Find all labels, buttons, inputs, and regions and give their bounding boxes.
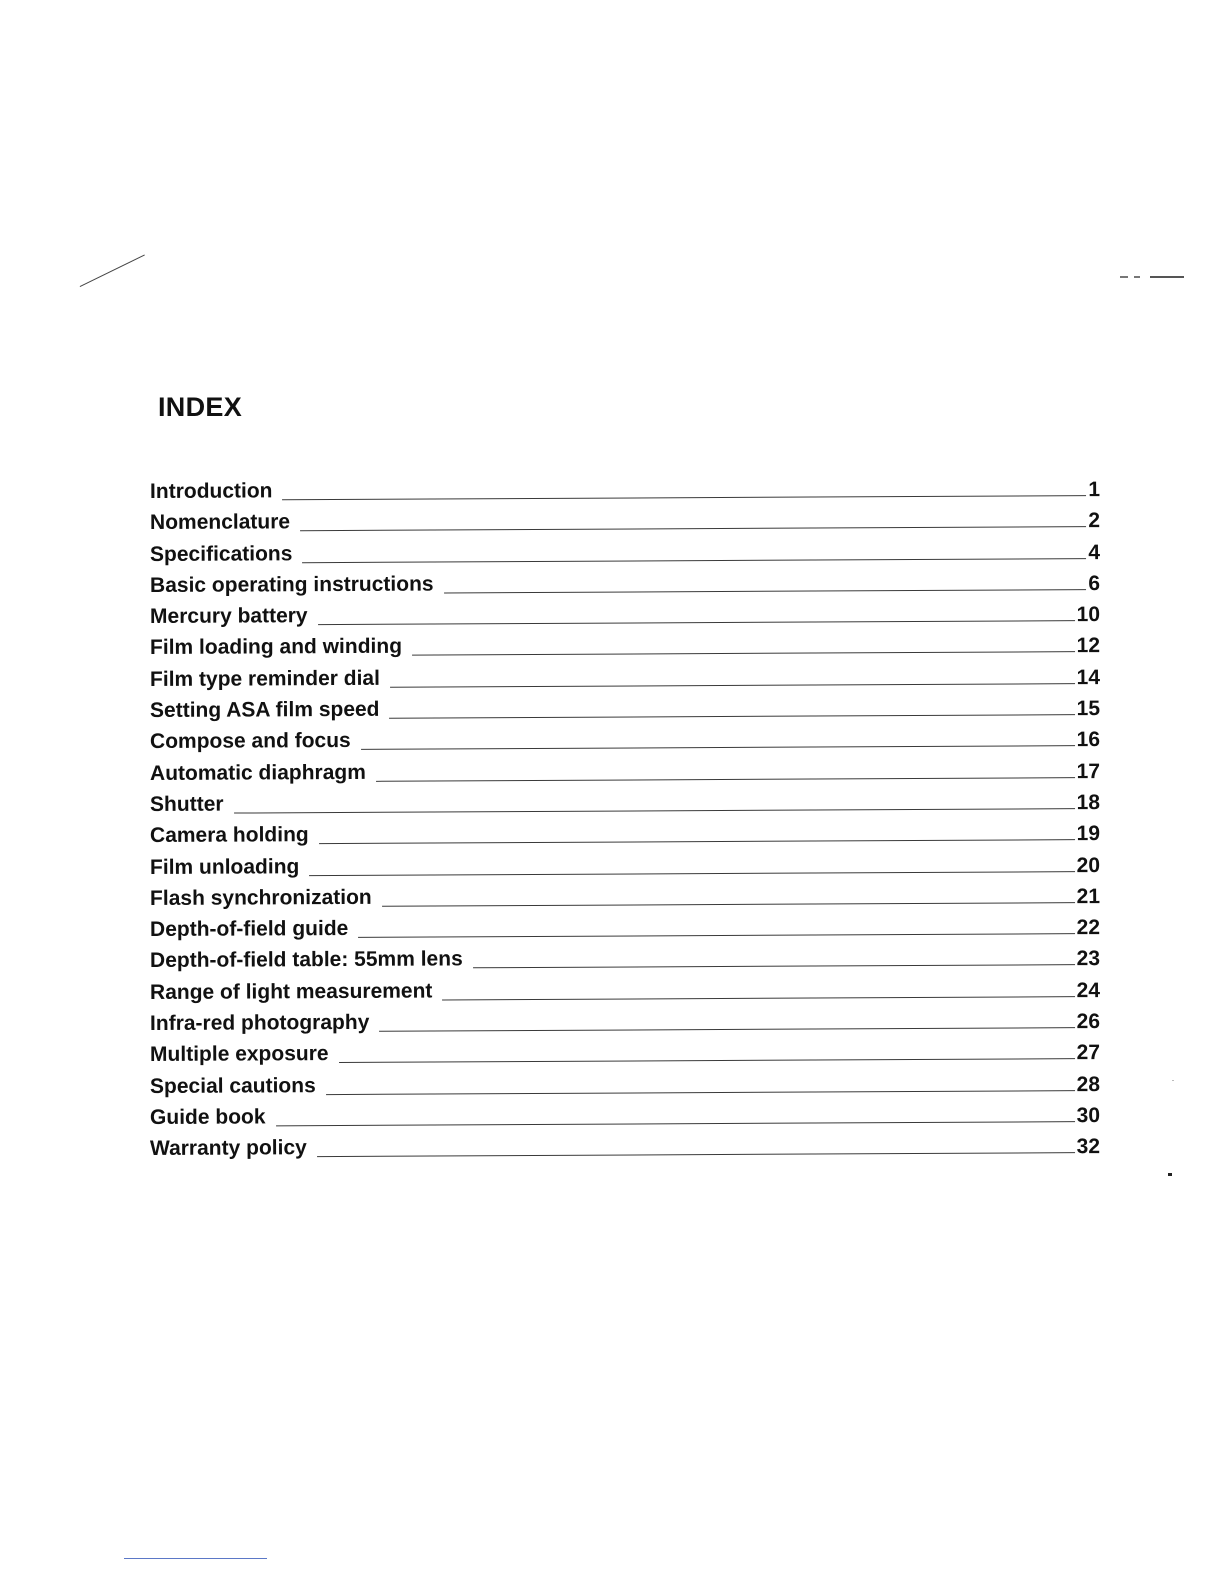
leader-line (309, 871, 1074, 876)
index-entry (150, 845, 1100, 881)
index-entry (150, 876, 1100, 912)
index-entry-page-number: 2 (1088, 509, 1101, 533)
index-entry-page-number: 4 (1088, 540, 1101, 564)
leader-line (444, 589, 1086, 593)
index-entry-page-number: 17 (1076, 759, 1101, 784)
index-entry (150, 1064, 1100, 1100)
scan-dash-mark (1120, 276, 1128, 278)
index-entry-page-number: 18 (1076, 791, 1101, 815)
index-entry-label: Film unloading (149, 855, 300, 879)
pen-stroke-mark (80, 255, 145, 288)
index-entry (150, 500, 1100, 536)
index-entry (150, 813, 1100, 849)
index-entry-page-number: 26 (1076, 1010, 1101, 1034)
index-entry-page-number: 10 (1076, 603, 1101, 627)
leader-line (412, 652, 1075, 656)
leader-line (390, 683, 1075, 688)
index-entry-page-number: 14 (1076, 666, 1101, 690)
index-entry-page-number: 32 (1076, 1135, 1101, 1159)
index-entry-page-number: 30 (1076, 1104, 1101, 1128)
index-entry-label: Special cautions (149, 1074, 316, 1098)
index-entry-label: Infra-red photography (149, 1011, 370, 1036)
index-entry (150, 1032, 1100, 1068)
index-entry-label: Depth-of-field table: 55mm lens (149, 948, 463, 973)
index-entry-page-number: 22 (1076, 916, 1101, 940)
leader-line (326, 1090, 1075, 1095)
index-entry-label: Specifications (149, 542, 293, 566)
index-entry-label: Film loading and winding (149, 635, 403, 660)
scan-speck (1168, 1173, 1172, 1176)
index-entry (150, 1126, 1100, 1162)
index-title: INDEX (158, 392, 243, 422)
scan-speck (1172, 1080, 1174, 1081)
index-entry (150, 751, 1100, 787)
index-entry (150, 563, 1100, 599)
index-entry-page-number: 21 (1076, 885, 1101, 909)
index-entry (150, 657, 1100, 693)
footer-rule (124, 1558, 267, 1559)
leader-line (361, 746, 1075, 751)
index-entry-label: Setting ASA film speed (149, 698, 380, 723)
index-entry-page-number: 6 (1088, 572, 1101, 596)
index-entry (150, 970, 1100, 1006)
index-entry-label: Automatic diaphragm (149, 760, 366, 785)
index-entry-label: Warranty policy (149, 1136, 307, 1161)
leader-line (358, 934, 1074, 939)
index-entry (150, 938, 1100, 974)
index-entry-label: Camera holding (149, 823, 309, 848)
leader-line (382, 902, 1075, 907)
index-entry-page-number: 15 (1076, 697, 1101, 721)
index-entry-page-number: 16 (1076, 728, 1101, 752)
leader-line (390, 715, 1075, 720)
index-entry-label: Shutter (149, 792, 224, 817)
index-entry (150, 719, 1100, 755)
leader-line (339, 1059, 1075, 1064)
index-entry (150, 626, 1100, 662)
leader-line (300, 527, 1086, 532)
leader-line (442, 996, 1074, 1000)
index-entry-label: Mercury battery (149, 604, 308, 629)
scan-dash-mark (1150, 276, 1184, 278)
leader-line (473, 965, 1075, 969)
index-entry-label: Nomenclature (149, 510, 291, 535)
index-entry-label: Guide book (149, 1105, 266, 1130)
leader-line (317, 1153, 1075, 1158)
index-entry-label: Film type reminder dial (149, 666, 380, 692)
index-entry-label: Basic operating instructions (149, 572, 434, 598)
index-entry-page-number: 19 (1076, 822, 1101, 846)
index-entry-label: Range of light measurement (149, 979, 433, 1005)
leader-line (319, 840, 1075, 845)
index-entry-label: Multiple exposure (149, 1042, 329, 1067)
index-entry-label: Compose and focus (149, 729, 351, 754)
index-entry-label: Introduction (149, 479, 273, 504)
index-list (150, 474, 1100, 1163)
index-entry-page-number: 27 (1076, 1041, 1101, 1065)
index-entry-page-number: 20 (1076, 853, 1101, 878)
leader-line (302, 558, 1086, 563)
index-entry-label: Depth-of-field guide (149, 917, 349, 942)
index-entry-page-number: 12 (1076, 634, 1101, 658)
index-entry-page-number: 28 (1076, 1072, 1101, 1097)
index-entry-page-number: 1 (1088, 478, 1101, 502)
index-entry (150, 532, 1100, 568)
index-entry-label: Flash synchronization (149, 885, 372, 911)
index-entry-page-number: 23 (1076, 947, 1101, 971)
index-entry-page-number: 24 (1076, 979, 1101, 1003)
scan-dash-mark (1134, 276, 1140, 278)
leader-line (379, 1028, 1074, 1033)
leader-line (376, 777, 1075, 782)
